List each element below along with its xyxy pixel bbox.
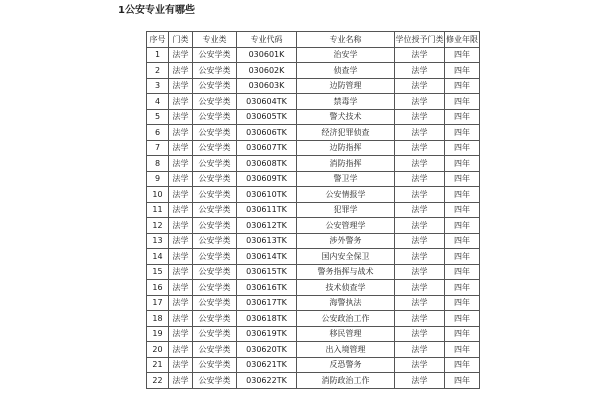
cell-degree-category: 法学 (395, 373, 445, 389)
cell-major-code: 030603K (237, 78, 297, 94)
cell-study-duration: 四年 (445, 156, 480, 172)
cell-discipline-class: 公安学类 (193, 218, 237, 234)
cell-major-name: 禁毒学 (297, 94, 395, 110)
cell-major-name: 公安管理学 (297, 218, 395, 234)
table-body (147, 47, 480, 388)
table-row (147, 249, 480, 265)
cell-major-code: 030612TK (237, 218, 297, 234)
cell-major-code: 030615TK (237, 264, 297, 280)
table-row (147, 125, 480, 141)
cell-study-duration: 四年 (445, 264, 480, 280)
cell-major-code: 030601K (237, 47, 297, 63)
cell-serial-number: 20 (147, 342, 169, 358)
cell-degree-category: 法学 (395, 342, 445, 358)
cell-serial-number: 2 (147, 63, 169, 79)
table-row (147, 311, 480, 327)
cell-discipline-class: 公安学类 (193, 78, 237, 94)
table-row (147, 233, 480, 249)
cell-serial-number: 8 (147, 156, 169, 172)
cell-major-code: 030620TK (237, 342, 297, 358)
table-row (147, 171, 480, 187)
cell-degree-category: 法学 (395, 156, 445, 172)
cell-category: 法学 (169, 218, 193, 234)
cell-serial-number: 7 (147, 140, 169, 156)
cell-degree-category: 法学 (395, 311, 445, 327)
cell-study-duration: 四年 (445, 342, 480, 358)
cell-discipline-class: 公安学类 (193, 357, 237, 373)
column-header-serial-number: 序号 (147, 32, 169, 48)
cell-serial-number: 12 (147, 218, 169, 234)
cell-serial-number: 15 (147, 264, 169, 280)
cell-study-duration: 四年 (445, 373, 480, 389)
cell-discipline-class: 公安学类 (193, 109, 237, 125)
cell-study-duration: 四年 (445, 357, 480, 373)
cell-major-code: 030618TK (237, 311, 297, 327)
cell-major-name: 经济犯罪侦查 (297, 125, 395, 141)
page-title: 1公安专业有哪些 (118, 5, 195, 16)
cell-degree-category: 法学 (395, 78, 445, 94)
cell-degree-category: 法学 (395, 295, 445, 311)
cell-degree-category: 法学 (395, 109, 445, 125)
cell-discipline-class: 公安学类 (193, 140, 237, 156)
cell-major-code: 030610TK (237, 187, 297, 203)
cell-major-name: 警卫学 (297, 171, 395, 187)
cell-study-duration: 四年 (445, 218, 480, 234)
cell-major-code: 030622TK (237, 373, 297, 389)
cell-discipline-class: 公安学类 (193, 233, 237, 249)
column-header-category: 门类 (169, 32, 193, 48)
table-header-row (147, 32, 480, 48)
cell-major-code: 030608TK (237, 156, 297, 172)
column-header-study-duration: 修业年限 (445, 32, 480, 48)
cell-category: 法学 (169, 357, 193, 373)
cell-major-name: 反恐警务 (297, 357, 395, 373)
cell-study-duration: 四年 (445, 280, 480, 296)
cell-degree-category: 法学 (395, 94, 445, 110)
cell-major-name: 犯罪学 (297, 202, 395, 218)
cell-degree-category: 法学 (395, 264, 445, 280)
cell-serial-number: 11 (147, 202, 169, 218)
cell-study-duration: 四年 (445, 326, 480, 342)
cell-discipline-class: 公安学类 (193, 249, 237, 265)
cell-major-name: 海警执法 (297, 295, 395, 311)
table-row (147, 47, 480, 63)
cell-major-name: 消防政治工作 (297, 373, 395, 389)
table-row (147, 140, 480, 156)
cell-degree-category: 法学 (395, 202, 445, 218)
cell-category: 法学 (169, 94, 193, 110)
cell-category: 法学 (169, 326, 193, 342)
cell-study-duration: 四年 (445, 63, 480, 79)
table-row (147, 326, 480, 342)
cell-category: 法学 (169, 311, 193, 327)
cell-degree-category: 法学 (395, 249, 445, 265)
table-row (147, 373, 480, 389)
cell-serial-number: 4 (147, 94, 169, 110)
cell-category: 法学 (169, 78, 193, 94)
cell-major-name: 侦查学 (297, 63, 395, 79)
cell-study-duration: 四年 (445, 78, 480, 94)
cell-serial-number: 5 (147, 109, 169, 125)
cell-degree-category: 法学 (395, 140, 445, 156)
cell-category: 法学 (169, 264, 193, 280)
table-row (147, 187, 480, 203)
cell-major-code: 030616TK (237, 280, 297, 296)
cell-discipline-class: 公安学类 (193, 156, 237, 172)
cell-study-duration: 四年 (445, 311, 480, 327)
cell-serial-number: 10 (147, 187, 169, 203)
cell-serial-number: 21 (147, 357, 169, 373)
cell-serial-number: 18 (147, 311, 169, 327)
cell-degree-category: 法学 (395, 233, 445, 249)
cell-study-duration: 四年 (445, 249, 480, 265)
cell-category: 法学 (169, 187, 193, 203)
cell-serial-number: 13 (147, 233, 169, 249)
table-row (147, 63, 480, 79)
cell-major-code: 030617TK (237, 295, 297, 311)
cell-study-duration: 四年 (445, 94, 480, 110)
majors-table-container (146, 31, 480, 389)
cell-serial-number: 3 (147, 78, 169, 94)
cell-study-duration: 四年 (445, 125, 480, 141)
cell-major-code: 030605TK (237, 109, 297, 125)
column-header-discipline-class: 专业类 (193, 32, 237, 48)
cell-discipline-class: 公安学类 (193, 326, 237, 342)
cell-major-name: 技术侦查学 (297, 280, 395, 296)
cell-degree-category: 法学 (395, 63, 445, 79)
table-row (147, 94, 480, 110)
cell-discipline-class: 公安学类 (193, 373, 237, 389)
cell-major-name: 边防指挥 (297, 140, 395, 156)
table-row (147, 218, 480, 234)
cell-serial-number: 1 (147, 47, 169, 63)
cell-degree-category: 法学 (395, 125, 445, 141)
cell-major-code: 030604TK (237, 94, 297, 110)
cell-discipline-class: 公安学类 (193, 202, 237, 218)
cell-major-name: 出入境管理 (297, 342, 395, 358)
cell-major-code: 030621TK (237, 357, 297, 373)
cell-major-name: 治安学 (297, 47, 395, 63)
cell-degree-category: 法学 (395, 357, 445, 373)
cell-discipline-class: 公安学类 (193, 280, 237, 296)
cell-category: 法学 (169, 156, 193, 172)
cell-serial-number: 16 (147, 280, 169, 296)
cell-major-code: 030614TK (237, 249, 297, 265)
table-row (147, 342, 480, 358)
cell-major-name: 边防管理 (297, 78, 395, 94)
table-row (147, 280, 480, 296)
cell-category: 法学 (169, 249, 193, 265)
cell-major-name: 涉外警务 (297, 233, 395, 249)
cell-serial-number: 17 (147, 295, 169, 311)
cell-discipline-class: 公安学类 (193, 187, 237, 203)
column-header-major-code: 专业代码 (237, 32, 297, 48)
cell-degree-category: 法学 (395, 47, 445, 63)
cell-degree-category: 法学 (395, 171, 445, 187)
cell-major-name: 警犬技术 (297, 109, 395, 125)
cell-major-name: 移民管理 (297, 326, 395, 342)
cell-discipline-class: 公安学类 (193, 264, 237, 280)
table-row (147, 357, 480, 373)
cell-serial-number: 22 (147, 373, 169, 389)
cell-category: 法学 (169, 342, 193, 358)
cell-category: 法学 (169, 295, 193, 311)
cell-degree-category: 法学 (395, 280, 445, 296)
cell-discipline-class: 公安学类 (193, 47, 237, 63)
cell-major-code: 030619TK (237, 326, 297, 342)
cell-major-name: 公安情报学 (297, 187, 395, 203)
cell-major-code: 030607TK (237, 140, 297, 156)
cell-category: 法学 (169, 109, 193, 125)
cell-category: 法学 (169, 140, 193, 156)
table-header (147, 32, 480, 48)
cell-discipline-class: 公安学类 (193, 295, 237, 311)
column-header-major-name: 专业名称 (297, 32, 395, 48)
cell-study-duration: 四年 (445, 233, 480, 249)
cell-serial-number: 14 (147, 249, 169, 265)
cell-degree-category: 法学 (395, 187, 445, 203)
cell-category: 法学 (169, 171, 193, 187)
cell-study-duration: 四年 (445, 140, 480, 156)
cell-major-code: 030609TK (237, 171, 297, 187)
cell-major-code: 030611TK (237, 202, 297, 218)
cell-major-name: 国内安全保卫 (297, 249, 395, 265)
cell-major-name: 消防指挥 (297, 156, 395, 172)
cell-discipline-class: 公安学类 (193, 311, 237, 327)
cell-study-duration: 四年 (445, 295, 480, 311)
cell-category: 法学 (169, 125, 193, 141)
cell-category: 法学 (169, 47, 193, 63)
cell-study-duration: 四年 (445, 187, 480, 203)
table-row (147, 78, 480, 94)
cell-discipline-class: 公安学类 (193, 94, 237, 110)
cell-serial-number: 9 (147, 171, 169, 187)
majors-table (146, 31, 480, 389)
cell-discipline-class: 公安学类 (193, 63, 237, 79)
table-row (147, 264, 480, 280)
column-header-degree-category: 学位授予门类 (395, 32, 445, 48)
cell-major-code: 030602K (237, 63, 297, 79)
table-row (147, 109, 480, 125)
cell-degree-category: 法学 (395, 326, 445, 342)
cell-major-code: 030613TK (237, 233, 297, 249)
cell-discipline-class: 公安学类 (193, 171, 237, 187)
cell-category: 法学 (169, 233, 193, 249)
cell-category: 法学 (169, 202, 193, 218)
table-row (147, 202, 480, 218)
cell-category: 法学 (169, 280, 193, 296)
cell-major-code: 030606TK (237, 125, 297, 141)
cell-serial-number: 19 (147, 326, 169, 342)
cell-major-name: 公安政治工作 (297, 311, 395, 327)
table-row (147, 156, 480, 172)
cell-major-name: 警务指挥与战术 (297, 264, 395, 280)
cell-degree-category: 法学 (395, 218, 445, 234)
cell-serial-number: 6 (147, 125, 169, 141)
cell-discipline-class: 公安学类 (193, 342, 237, 358)
table-row (147, 295, 480, 311)
cell-discipline-class: 公安学类 (193, 125, 237, 141)
cell-study-duration: 四年 (445, 109, 480, 125)
cell-study-duration: 四年 (445, 202, 480, 218)
cell-category: 法学 (169, 63, 193, 79)
cell-category: 法学 (169, 373, 193, 389)
cell-study-duration: 四年 (445, 47, 480, 63)
cell-study-duration: 四年 (445, 171, 480, 187)
